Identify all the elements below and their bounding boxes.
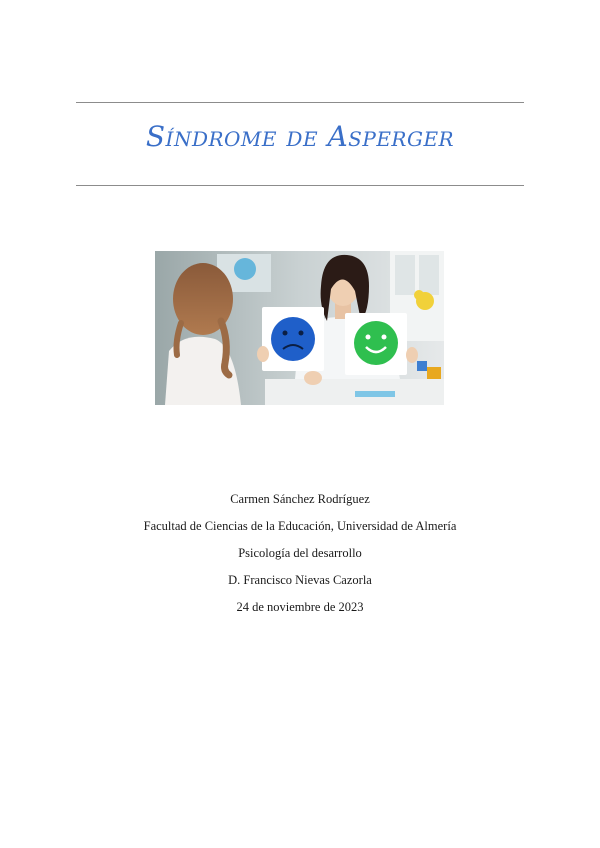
title-bottom-rule <box>76 185 524 186</box>
happy-face <box>354 321 398 365</box>
author-name: Carmen Sánchez Rodríguez <box>230 492 370 506</box>
document-title: Síndrome de Asperger <box>145 120 455 153</box>
course-name: Psicología del desarrollo <box>238 546 362 560</box>
cover-metadata <box>0 486 600 621</box>
professor-name: D. Francisco Nievas Cazorla <box>228 573 372 587</box>
title-top-rule <box>76 102 524 103</box>
table <box>265 379 444 405</box>
cover-photo <box>155 251 444 405</box>
submission-date: 24 de noviembre de 2023 <box>236 600 364 614</box>
sad-face <box>271 317 315 361</box>
toy-blocks <box>427 367 441 379</box>
institution: Facultad de Ciencias de la Educación, Universidad de Almería <box>143 519 457 533</box>
